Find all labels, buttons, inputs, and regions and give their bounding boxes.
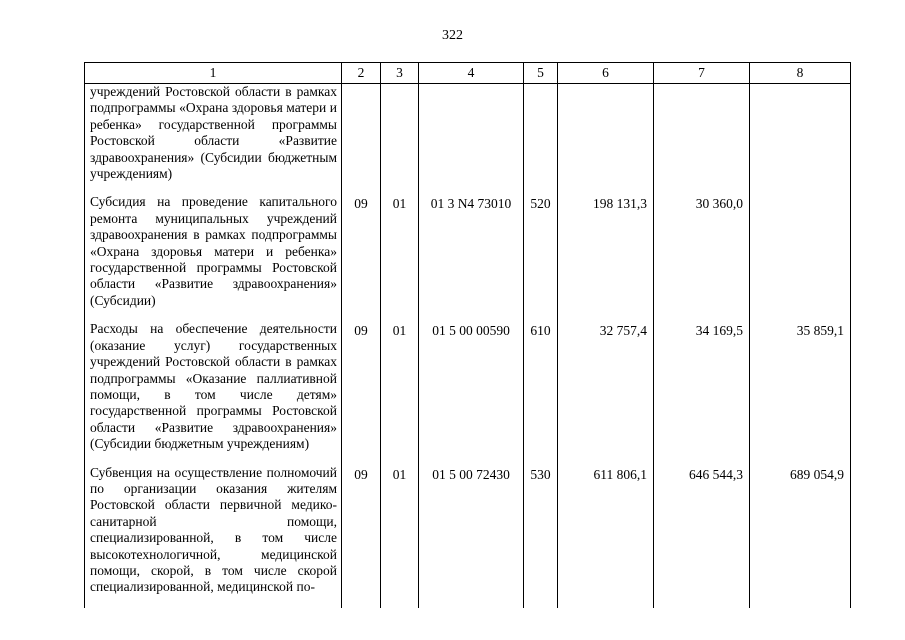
cell-subsection: 01: [381, 194, 419, 321]
cell-section: 09: [342, 194, 381, 321]
cell-year1: [558, 84, 654, 195]
cell-target-article: 01 5 00 72430: [419, 465, 524, 608]
cell-expense-type: [524, 84, 558, 195]
cell-subsection: 01: [381, 465, 419, 608]
cell-year1: 198 131,3: [558, 194, 654, 321]
cell-subsection: 01: [381, 321, 419, 464]
cell-year2: 34 169,5: [654, 321, 750, 464]
row-description: Субвенция на осуществление полномочий по организации оказания жителям Ростовской области первичной медико-санитарной помощи, специализированной, в том числе высокотехнологичной, медицинской помощи, скорой, в том числе скорой специализированной, медицинской по-: [85, 465, 342, 608]
table-row: [85, 84, 851, 195]
cell-year1: 611 806,1: [558, 465, 654, 608]
table-row: [85, 194, 851, 321]
column-header: 2: [342, 63, 381, 84]
row-description: Субсидия на проведение капитального ремонта муниципальных учреждений здравоохранения в рамках подпрограммы «Охрана здоровья матери и ребенка» государственной программы Ростовской области «Развитие здравоохранения» (Субсидии): [85, 194, 342, 321]
cell-year2: [654, 84, 750, 195]
cell-year2: 646 544,3: [654, 465, 750, 608]
column-header: 6: [558, 63, 654, 84]
table-row: [85, 465, 851, 608]
cell-target-article: [419, 84, 524, 195]
cell-target-article: 01 3 N4 73010: [419, 194, 524, 321]
page-number: 322: [442, 28, 463, 43]
cell-target-article: 01 5 00 00590: [419, 321, 524, 464]
column-header: 4: [419, 63, 524, 84]
cell-year1: 32 757,4: [558, 321, 654, 464]
column-header: 3: [381, 63, 419, 84]
cell-expense-type: 610: [524, 321, 558, 464]
column-header: 5: [524, 63, 558, 84]
column-header: 7: [654, 63, 750, 84]
cell-subsection: [381, 84, 419, 195]
row-description: Расходы на обеспечение деятельности (оказание услуг) государственных учреждений Ростовской области в рамках подпрограммы «Оказание паллиативной помощи, в том числе детям» государственной программы Ростовской области «Развитие здравоохранения» (Субсидии бюджетным учреждениям): [85, 321, 342, 464]
cell-year3: [750, 84, 851, 195]
cell-year3: 35 859,1: [750, 321, 851, 464]
cell-section: 09: [342, 465, 381, 608]
cell-expense-type: 530: [524, 465, 558, 608]
cell-section: 09: [342, 321, 381, 464]
row-description: учреждений Ростовской области в рамках подпрограммы «Охрана здоровья матери и ребенка» государственной программы Ростовской области «Развитие здравоохранения» (Субсидии бюджетным учреждениям): [85, 84, 342, 195]
cell-year3: 689 054,9: [750, 465, 851, 608]
cell-year3: [750, 194, 851, 321]
column-header: 8: [750, 63, 851, 84]
cell-expense-type: 520: [524, 194, 558, 321]
table-row: [85, 321, 851, 464]
cell-section: [342, 84, 381, 195]
table-header-row: [85, 63, 851, 84]
cell-year2: 30 360,0: [654, 194, 750, 321]
column-header: 1: [85, 63, 342, 84]
budget-table: [84, 62, 851, 608]
